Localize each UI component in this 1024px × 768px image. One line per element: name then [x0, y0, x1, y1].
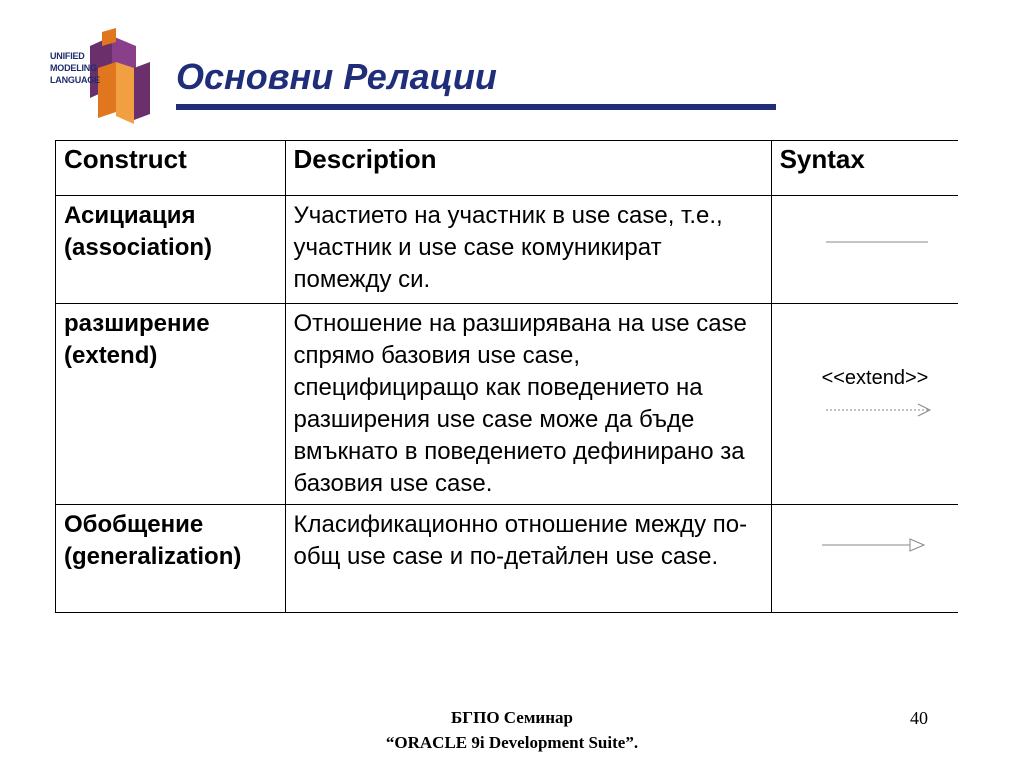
header-syntax: Syntax [771, 141, 958, 196]
construct-cell [56, 196, 286, 304]
title-underline [176, 104, 776, 110]
footer-line-2: “ORACLE 9i Development Suite”. [385, 733, 639, 752]
page-number: 40 [910, 708, 928, 728]
uml-logo [46, 28, 158, 124]
footer-line-1: БГПО Семинар [451, 708, 573, 727]
construct-name: разширение [64, 310, 210, 337]
header-description: Description [285, 141, 771, 196]
description-cell: Отношение на разширявана на use case спрямо базовия use case, специфициращо как поведението на разширения use case може да бъде вмъкнато в поведението дефинирано за базовия use case. [285, 304, 771, 505]
construct-english: (association) [64, 234, 213, 261]
relations-table [55, 140, 958, 613]
association-line-icon [780, 200, 950, 290]
description-cell: Класификационно отношение между по-общ use case и по-детайлен use case. [285, 505, 771, 613]
table-row [56, 505, 959, 613]
construct-cell [56, 505, 286, 613]
construct-name: Асициация [64, 202, 196, 229]
construct-name: Обобщение [64, 511, 204, 538]
syntax-cell [771, 304, 958, 505]
table-header-row [56, 141, 959, 196]
slide-title: Основни Релации [176, 56, 497, 97]
description-cell: Участието на участник в use case, т.е., участник и use case комуникират помежду си. [285, 196, 771, 304]
extend-dashed-arrow-icon [772, 304, 942, 484]
syntax-cell [771, 505, 958, 613]
header-construct: Construct [56, 141, 286, 196]
construct-cell [56, 304, 286, 505]
table-row [56, 304, 959, 505]
syntax-cell [771, 196, 958, 304]
table-row [56, 196, 959, 304]
logo-text: UNIFIED MODELING LANGUAGE [50, 51, 100, 85]
extend-label: <<extend>> [821, 367, 929, 389]
construct-english: (extend) [64, 342, 158, 369]
construct-english: (generalization) [64, 543, 242, 570]
generalization-arrow-icon [780, 509, 950, 599]
